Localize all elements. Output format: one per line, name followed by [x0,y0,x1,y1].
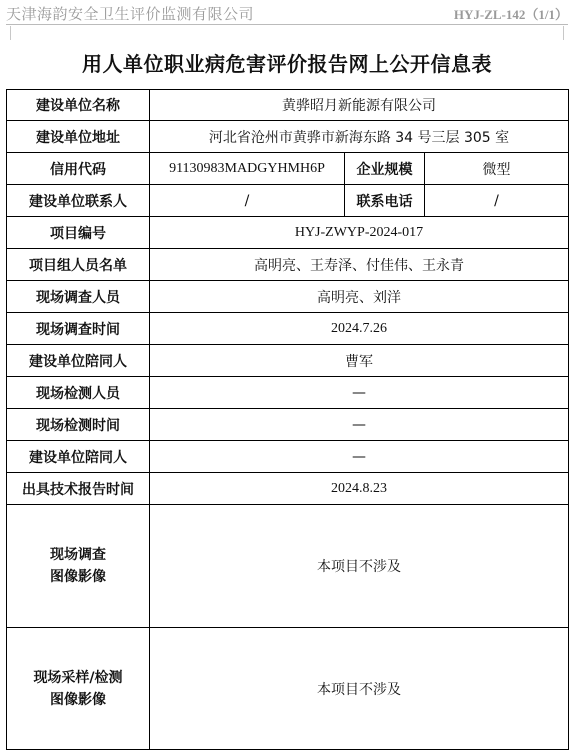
escort-2-label: 建设单位陪同人 [7,441,150,473]
unit-name-label: 建设单位名称 [7,90,150,121]
company-size-label: 企业规模 [345,153,425,185]
header-doc-code: HYJ-ZL-142（1/1） [453,7,568,22]
header-rule [6,24,568,25]
survey-images-value: 本项目不涉及 [150,505,569,628]
report-time-value [150,473,569,505]
project-no-label: 项目编号 [7,217,150,249]
phone-label: 联系电话 [345,185,425,217]
project-no-text: HYJ-ZWYP-2024-017 [294,225,424,240]
row-report-time [7,473,569,505]
row-escort-2 [7,441,569,473]
test-time-label: 现场检测时间 [7,409,150,441]
row-test-staff [7,377,569,409]
row-team [7,249,569,281]
row-survey-images [7,505,569,628]
survey-staff-value: 高明亮、刘洋 [150,281,569,313]
row-escort-1 [7,345,569,377]
unit-address-label: 建设单位地址 [7,121,150,153]
sampling-images-label-line2: 图像影像 [50,691,106,708]
row-survey-staff [7,281,569,313]
row-project-no [7,217,569,249]
report-time-text: 2024.8.23 [331,481,387,496]
credit-code-text: 91130983MADGYHMH6P [169,161,325,176]
row-credit-code [7,153,569,185]
survey-images-label-line2: 图像影像 [50,569,106,585]
header-org-name: 天津海韵安全卫生评价监测有限公司 [6,5,255,23]
credit-code-label: 信用代码 [7,153,150,185]
sampling-images-label-line1: 现场采样/检测 [33,669,123,686]
corner-mark-left [10,26,11,40]
row-unit-address [7,121,569,153]
corner-mark-right [563,26,564,40]
sampling-images-value: 本项目不涉及 [150,628,569,750]
report-time-label: 出具技术报告时间 [7,473,150,505]
team-label: 项目组人员名单 [7,249,150,281]
unit-name-value: 黄骅昭月新能源有限公司 [150,90,569,121]
survey-images-label [7,505,150,628]
survey-time-value [150,313,569,345]
unit-address-value: 河北省沧州市黄骅市新海东路 34 号三层 305 室 [150,121,569,153]
team-value: 高明亮、王寿泽、付佳伟、王永青 [150,249,569,281]
test-time-value: — [150,409,569,441]
sampling-images-label [7,628,150,750]
project-no-value [150,217,569,249]
escort-2-value: — [150,441,569,473]
test-staff-label: 现场检测人员 [7,377,150,409]
credit-code-value [150,153,345,185]
survey-images-label-line1: 现场调查 [50,547,106,563]
row-survey-time [7,313,569,345]
row-unit-name [7,90,569,121]
contact-label: 建设单位联系人 [7,185,150,217]
phone-value: / [425,185,569,217]
survey-staff-label: 现场调查人员 [7,281,150,313]
row-test-time [7,409,569,441]
company-size-value: 微型 [425,153,569,185]
contact-value: / [150,185,345,217]
row-contact [7,185,569,217]
info-table [6,89,569,750]
document-title: 用人单位职业病危害评价报告网上公开信息表 [82,52,492,76]
test-staff-value: — [150,377,569,409]
page-header [0,0,574,26]
escort-1-value: 曹军 [150,345,569,377]
row-sampling-images [7,628,569,750]
survey-time-label: 现场调查时间 [7,313,150,345]
escort-1-label: 建设单位陪同人 [7,345,150,377]
survey-time-text: 2024.7.26 [331,321,387,336]
